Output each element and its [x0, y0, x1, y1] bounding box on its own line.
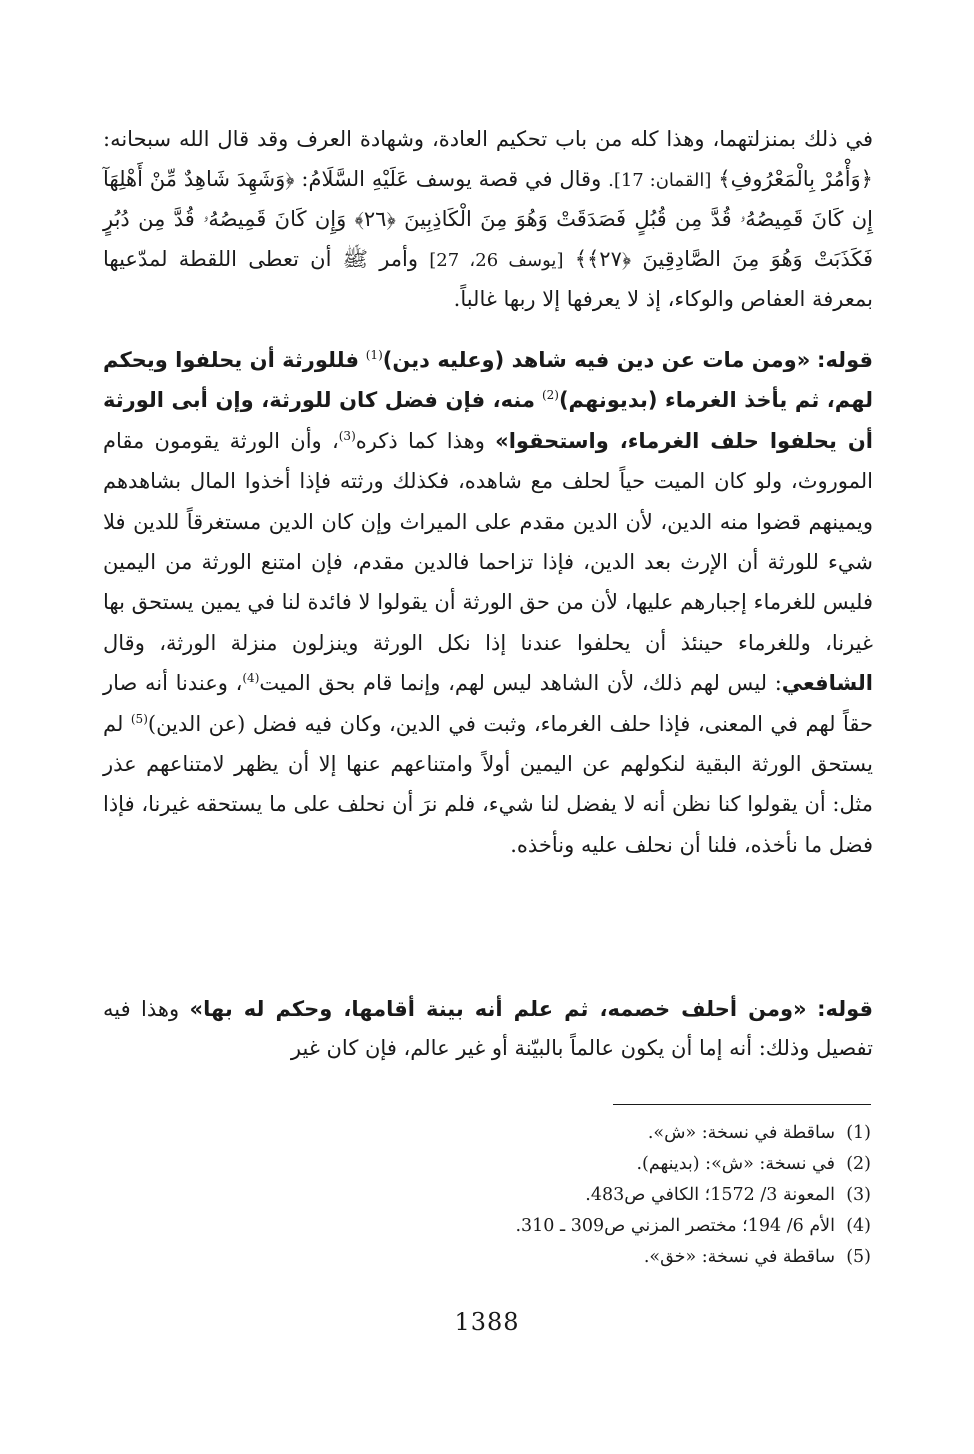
footnote-number: (4): [846, 1216, 871, 1236]
footnote-number: (3): [846, 1185, 871, 1205]
footnote-ref-2[interactable]: (2): [541, 388, 559, 403]
quran-verse-1: ﴿وَأْمُرْ بِالْمَعْرُوفِ﴾: [718, 166, 873, 191]
p2-label: قوله:: [817, 348, 873, 372]
footnote-text: الأم 6/ 194؛ مختصر المزني ص309 ـ 310.: [515, 1216, 835, 1236]
p1-mid: وقال في قصة يوسف عَلَيْهِ السَّلَامُ:: [301, 166, 602, 191]
footnote-item: [251, 1211, 871, 1242]
footnote-text: ساقطة في نسخة: «خق».: [643, 1247, 835, 1267]
quran-verse-2: ﴿وَشَهِدَ شَاهِدٌ مِّنْ أَهْلِهَآ إِن كَانَ قَمِيصُهُۥ قُدَّ مِن قُبُلٍ فَصَدَقَتْ وَهُوَ مِنَ الْكَاذِبِينَ ﴿٢٦﴾ وَإِن كَانَ قَمِيصُهُۥ قُدَّ مِن دُبُرٍ فَكَذَبَتْ وَهُوَ مِنَ الصَّادِقِينَ ﴿٢٧﴾﴾: [103, 166, 873, 271]
paragraph-2: [103, 340, 873, 865]
verse-reference-1: [القمان: 17].: [608, 169, 712, 191]
footnote-ref-5[interactable]: (5): [130, 711, 148, 726]
p1-intro: في ذلك بمنزلتهما، وهذا كله من باب تحكيم العادة، وشهادة العرف وقد قال الله سبحانه:: [103, 127, 873, 151]
footnote-number: (5): [846, 1247, 871, 1267]
p2-text-4: ، وعندنا أنه صار حقاً لهم في المعنى، فإذا حلف الغرماء، وثبت في الدين، وكان فيه فضل (عن الدين): [103, 671, 873, 736]
footnote-item: [251, 1149, 871, 1180]
verse-reference-2: [يوسف 26، 27]: [429, 249, 564, 271]
footnote-number: (1): [846, 1123, 871, 1143]
footnote-item: [251, 1118, 871, 1149]
footnote-text: ساقطة في نسخة: «ش».: [647, 1123, 835, 1143]
p2-text-1: وهذا كما ذكره: [355, 428, 485, 453]
paragraph-1: [103, 120, 873, 320]
p2-bold-3: منه، فإن فضل كان للورثة، وإن أبى الورثة أن يحلفوا حلف الغرماء، واستحقوا»: [103, 388, 873, 453]
footnote-item: [251, 1180, 871, 1211]
p2-text-3: : ليس لهم ذلك، لأن الشاهد ليس لهم، وإنما قام بحق الميت: [259, 671, 782, 696]
p2-bold-1: «ومن مات عن دين فيه شاهد (وعليه دين): [382, 348, 811, 372]
paragraph-3: [103, 990, 873, 1068]
footnote-divider: [613, 1104, 871, 1105]
footnote-ref-3[interactable]: (3): [338, 428, 356, 443]
shafii-name: الشافعي: [781, 671, 873, 696]
footnote-text: المعونة 3/ 1572؛ الكافي ص483.: [585, 1185, 835, 1205]
footnote-ref-1[interactable]: (1): [365, 348, 383, 362]
p3-label: قوله:: [817, 997, 873, 1021]
footnote-item: [251, 1242, 871, 1273]
p2-text-2: ، وأن الورثة يقومون مقام الموروث، ولو كان الميت حياً لحلف مع شاهده، فكذلك ورثته فإذا أخذوا المال بشاهدهم ويمينهم قضوا منه الدين، لأن الدين مقدم على الميراث وإن كان الدين مستغرقاً للدين فلا شيء للورثة أن الإرث بعد الدين، فإذا تزاحما فالدين مقدم، فإن امتنع الورثة من اليمين فليس للغرماء إجبارهم عليها، لأن من حق الورثة أن يقولوا لا فائدة لنا في يمين يستحق بها غيرنا، وللغرماء حينئذ أن يحلفوا عندنا إذا نكل الورثة وينزلون منزلة الورثة، وقال: [103, 428, 873, 655]
footnotes: [251, 1118, 871, 1273]
p2-bold-2: فللورثة أن يحلفوا ويحكم لهم، ثم يأخذ الغرماء (بديونهم): [103, 348, 873, 413]
p3-bold: «ومن أحلف خصمه، ثم علم أنه بينة أقامها، وحكم له بها»: [189, 997, 807, 1021]
footnote-ref-4[interactable]: (4): [242, 671, 260, 686]
p3-rest: وهذا فيه تفصيل وذلك: أنه إما أن يكون عالماً بالبيّنة أو غير عالم، فإن كان غير: [103, 997, 873, 1060]
page-number: 1388: [454, 1308, 520, 1336]
p1-end: وأمر ﷺ أن تعطى اللقطة لمدّعيها بمعرفة العفاص والوكاء، إذ لا يعرفها إلا ربها غالباً.: [103, 246, 873, 311]
p2-text-5: لم يستحق الورثة البقية لنكولهم عن اليمين أولاً وامتناعهم عنها إلا أن يظهر لامتناعهم عذر مثل: أن يقولوا كنا نظن أنه لا يفضل لنا شيء، فلم نرَ أن نحلف على ما يستحقه غيرنا، فإذا فضل ما نأخذه، فلنا أن نحلف عليه ونأخذه.: [103, 711, 873, 857]
footnote-text: في نسخة: «ش»: (بدينهم).: [636, 1154, 835, 1174]
footnote-number: (2): [846, 1154, 871, 1174]
